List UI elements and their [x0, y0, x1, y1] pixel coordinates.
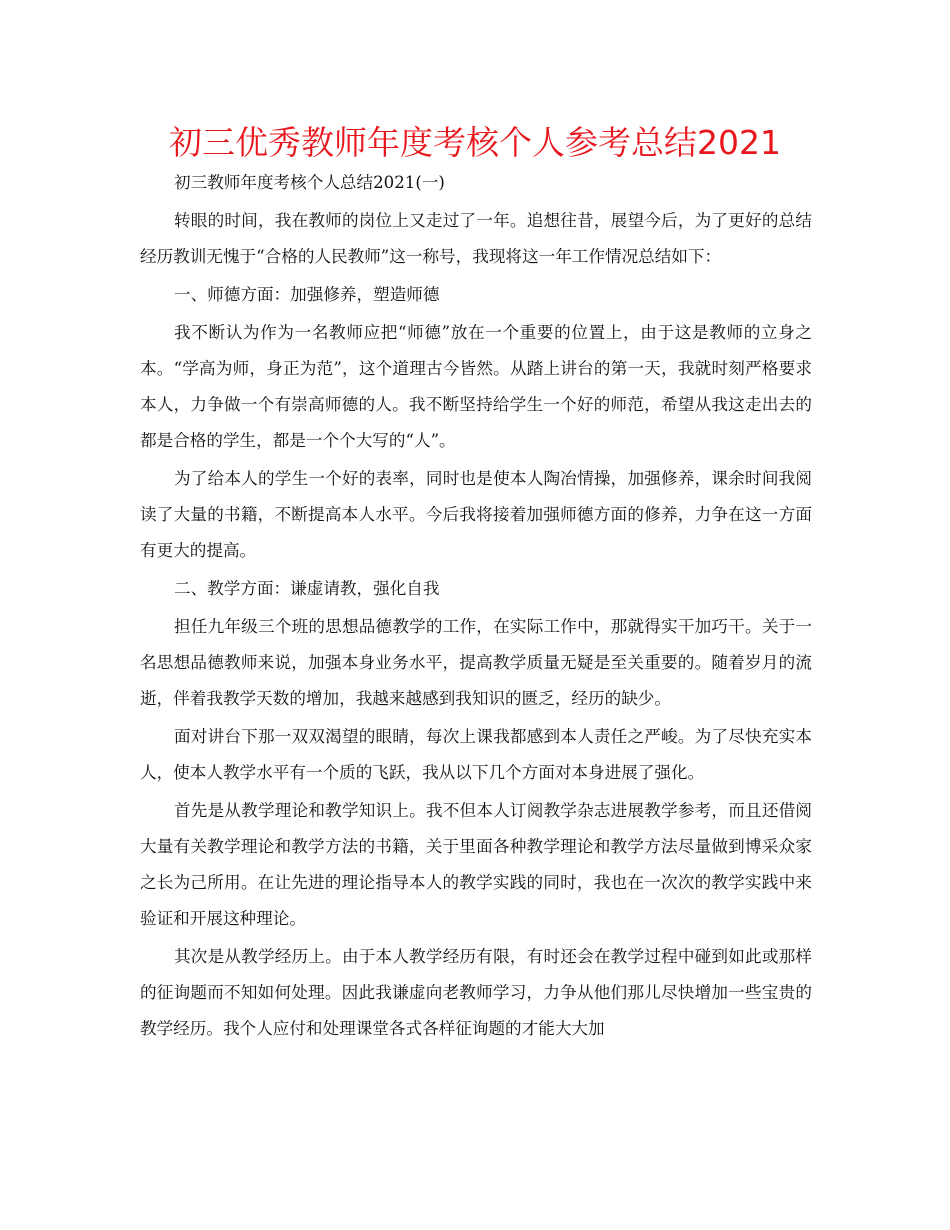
- document-title: 初三优秀教师年度考核个人参考总结2021: [169, 123, 781, 162]
- section-heading-teaching: 二、教学方面：谦虚请教，强化自我: [174, 579, 440, 598]
- paragraph-teaching-2: 面对讲台下那一双双渴望的眼睛，每次上课我都感到本人责任之严峻。为了尽快充实本人，使本人教学水平有一个质的飞跃，我从以下几个方面对本身进展了强化。: [140, 727, 812, 782]
- paragraph-teaching-4: 其次是从教学经历上。由于本人教学经历有限，有时还会在教学过程中碰到如此或那样的征询题而不知如何处理。因此我谦虚向老教师学习，力争从他们那儿尽快增加一些宝贵的教学经历。我个人应付和处理课堂各式各样征询题的才能大大加: [140, 947, 812, 1038]
- paragraph-teaching-3: 首先是从教学理论和教学知识上。我不但本人订阅教学杂志进展教学参考，而且还借阅大量有关教学理论和教学方法的书籍，关于里面各种教学理论和教学方法尽量做到博采众家之长为己所用。在让先进的理论指导本人的教学实践的同时，我也在一次次的教学实践中来验证和开展这种理论。: [140, 801, 812, 928]
- document-subtitle: 初三教师年度考核个人总结2021(一): [174, 173, 445, 192]
- section-heading-ethics: 一、师德方面：加强修养，塑造师德: [174, 285, 440, 304]
- paragraph-ethics-1: 我不断认为作为一名教师应把“师德”放在一个重要的位置上，由于这是教师的立身之本。“学高为师，身正为范”，这个道理古今皆然。从踏上讲台的第一天，我就时刻严格要求本人，力争做一个有崇高师德的人。我不断坚持给学生一个好的师范，希望从我这走出去的都是合格的学生，都是一个个大写的“人”。: [140, 323, 812, 450]
- paragraph-intro: 转眼的时间，我在教师的岗位上又走过了一年。追想往昔，展望今后，为了更好的总结经历教训无愧于“合格的人民教师”这一称号，我现将这一年工作情况总结如下：: [140, 211, 812, 266]
- paragraph-ethics-2: 为了给本人的学生一个好的表率，同时也是使本人陶冶情操，加强修养，课余时间我阅读了大量的书籍，不断提高本人水平。今后我将接着加强师德方面的修养，力争在这一方面有更大的提高。: [140, 469, 812, 560]
- document-body: [140, 165, 812, 1049]
- paragraph-teaching-1: 担任九年级三个班的思想品德教学的工作，在实际工作中，那就得实干加巧干。关于一名思想品德教师来说，加强本身业务水平，提高教学质量无疑是至关重要的。随着岁月的流逝，伴着我教学天数的增加，我越来越感到我知识的匮乏，经历的缺少。: [140, 617, 812, 708]
